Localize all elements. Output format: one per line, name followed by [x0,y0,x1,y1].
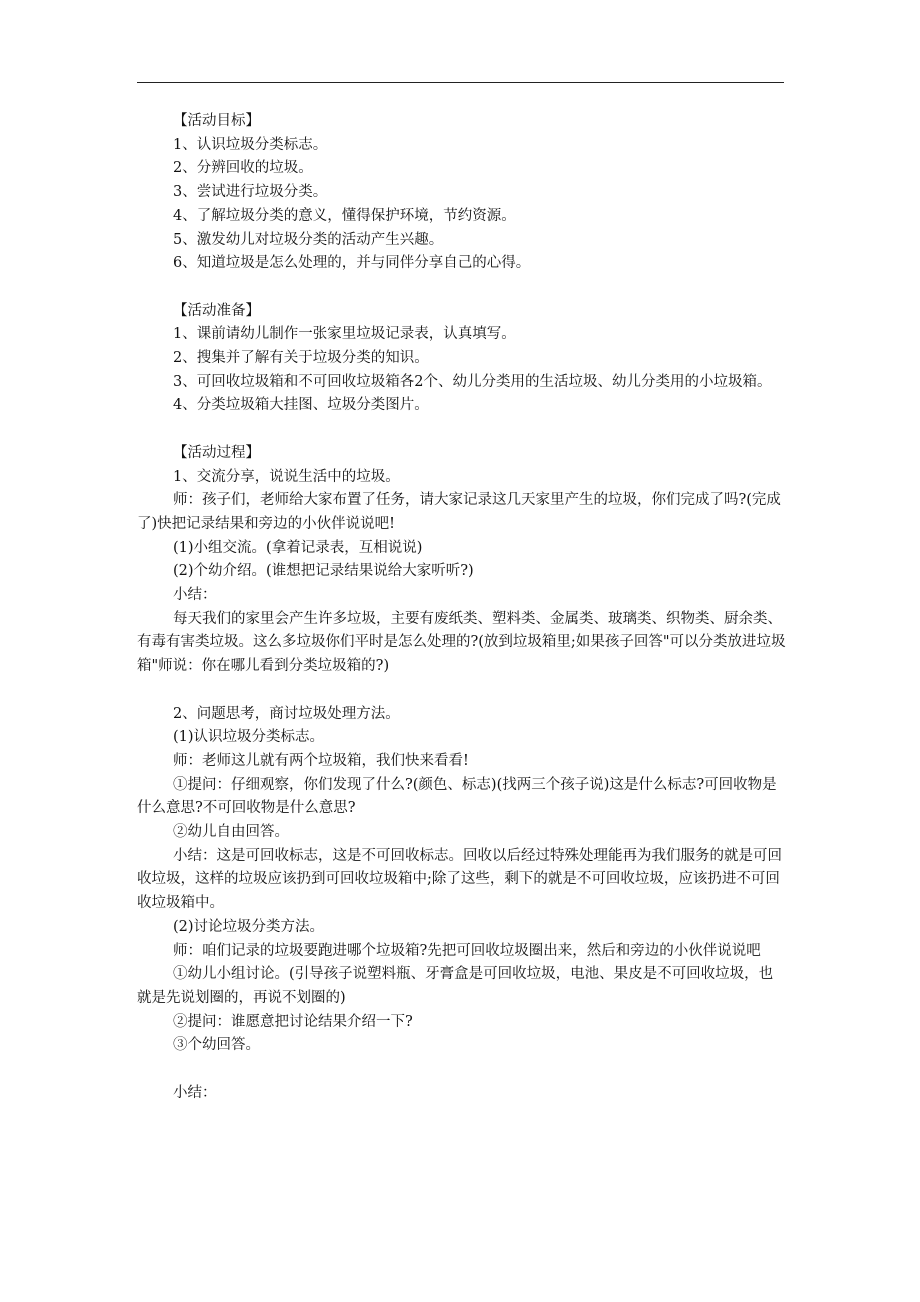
process-summary-label: 小结： [173,1084,217,1101]
process-paragraph: (2)讨论垃圾分类方法。 [173,918,325,935]
process-paragraph: ②幼儿自由回答。 [173,824,289,841]
process-step-2-title: 2、问题思考，商讨垃圾处理方法。 [173,705,400,722]
spacer [137,276,787,300]
header-rule [137,82,784,83]
document-body [137,110,787,1105]
process-paragraph: 师：咱们记录的垃圾要跑进哪个垃圾箱?先把可回收垃圾圈出来，然后和旁边的小伙伴说说吧 [173,942,761,959]
goal-item: 6、知道垃圾是怎么处理的，并与同伴分享自己的心得。 [173,255,531,272]
process-paragraph: ②提问：谁愿意把讨论结果介绍一下? [173,1013,413,1030]
prep-item: 1、课前请幼儿制作一张家里垃圾记录表，认真填写。 [173,326,516,343]
spacer [137,1058,787,1082]
process-paragraph: 每天我们的家里会产生许多垃圾，主要有废纸类、塑料类、金属类、玻璃类、织物类、厨余类、有毒有害类垃圾。这么多垃圾你们平时是怎么处理的?(放到垃圾箱里;如果孩子回答"可以分类放进垃圾箱"师说：你在哪儿看到分类垃圾箱的?) [137,610,786,675]
process-paragraph: ①提问：仔细观察，你们发现了什么?(颜色、标志)(找两三个孩子说)这是什么标志?可回收物是什么意思?不可回收物是什么意思? [137,776,777,817]
prep-item: 4、分类垃圾箱大挂图、垃圾分类图片。 [173,397,429,414]
section-heading-goals: 【活动目标】 [173,113,260,129]
process-paragraph: 小结：这是可回收标志，这是不可回收标志。回收以后经过特殊处理能再为我们服务的就是可回收垃圾，这样的垃圾应该扔到可回收垃圾箱中;除了这些，剩下的就是不可回收垃圾，应该扔进不可回收垃圾箱中。 [137,847,782,912]
goal-item: 4、了解垃圾分类的意义，懂得保护环境，节约资源。 [173,207,516,224]
goal-item: 5、激发幼儿对垃圾分类的活动产生兴趣。 [173,231,444,248]
process-paragraph: (2)个幼介绍。(谁想把记录结果说给大家听听?) [173,563,474,580]
process-paragraph: (1)认识垃圾分类标志。 [173,729,325,746]
process-summary-label: 小结： [173,587,217,604]
process-paragraph: ①幼儿小组讨论。(引导孩子说塑料瓶、牙膏盒是可回收垃圾，电池、果皮是不可回收垃圾，也就是先说划圈的，再说不划圈的) [137,966,774,1006]
process-step-1-title: 1、交流分享，说说生活中的垃圾。 [173,468,400,485]
process-paragraph: (1)小组交流。(拿着记录表，互相说说) [173,539,423,556]
spacer [137,418,787,442]
prep-item: 3、可回收垃圾箱和不可回收垃圾箱各2个、幼儿分类用的生活垃圾、幼儿分类用的小垃圾箱。 [173,373,772,390]
process-paragraph: 师：孩子们，老师给大家布置了任务，请大家记录这几天家里产生的垃圾，你们完成了吗?(完成了)快把记录结果和旁边的小伙伴说说吧! [137,492,781,532]
prep-item: 2、搜集并了解有关于垃圾分类的知识。 [173,350,429,367]
goal-item: 1、认识垃圾分类标志。 [173,136,328,153]
spacer [137,679,787,703]
goal-item: 2、分辨回收的垃圾。 [173,160,313,177]
process-paragraph: ③个幼回答。 [173,1037,260,1054]
process-paragraph: 师：老师这儿就有两个垃圾箱，我们快来看看! [173,752,469,769]
goal-item: 3、尝试进行垃圾分类。 [173,184,328,201]
section-heading-process: 【活动过程】 [173,444,260,461]
section-heading-prep: 【活动准备】 [173,302,260,319]
